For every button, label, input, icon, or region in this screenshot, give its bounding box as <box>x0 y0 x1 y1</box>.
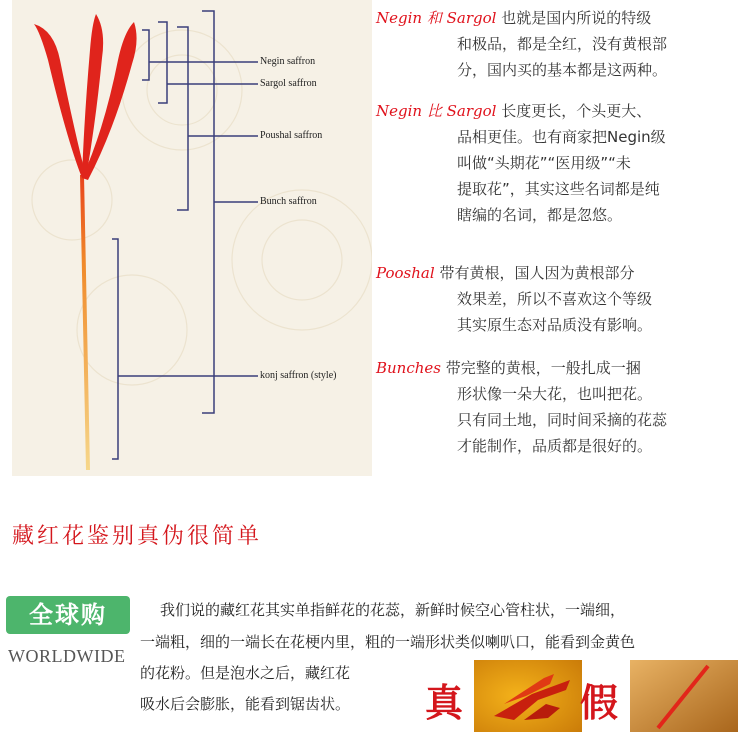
desc-line: 和极品，都是全红，没有黄根部 <box>457 35 668 53</box>
desc-negin-vs-sargol <box>376 98 748 228</box>
desc-term: Bunches <box>376 359 441 377</box>
saffron-illustration <box>12 0 372 476</box>
desc-line: 提取花”，其实这些名词都是纯 <box>457 180 660 198</box>
desc-negin-sargol <box>376 5 748 83</box>
desc-line: 叫做“头期花”“医用级”“未 <box>457 154 631 172</box>
desc-term: Negin 和 Sargol <box>376 9 497 27</box>
desc-line: 才能制作，品质都是很好的。 <box>457 437 653 455</box>
paragraph-line: 吸水后会膨胀，能看到锯齿状。 <box>140 695 351 713</box>
saffron-grade-diagram <box>12 0 372 476</box>
desc-line: 效果差，所以不喜欢这个等级 <box>457 290 653 308</box>
desc-term: Negin 比 Sargol <box>376 102 497 120</box>
fake-label: 假 <box>580 680 619 725</box>
desc-line: 分，国内买的基本都是这两种。 <box>457 61 668 79</box>
desc-line: 带完整的黄根，一般扎成一捆 <box>445 359 641 377</box>
desc-line: 其实原生态对品质没有影响。 <box>457 316 653 334</box>
poushal-label: Poushal saffron <box>260 130 323 141</box>
desc-line: 瞎编的名词，都是忽悠。 <box>457 206 623 224</box>
desc-line: 品相更佳。也有商家把Negin级 <box>457 128 666 146</box>
paragraph-line: 的花粉。但是泡水之后，藏红花 <box>140 664 351 682</box>
sargol-label: Sargol saffron <box>260 78 317 89</box>
worldwide-label: WORLDWIDE <box>8 646 126 666</box>
style-thread <box>82 175 88 470</box>
real-saffron-photo <box>474 660 582 732</box>
konj-label: konj saffron (style) <box>260 370 337 381</box>
paragraph-line: 我们说的藏红花其实单指鲜花的花蕊，新鲜时候空心管柱状，一端细， <box>160 601 626 619</box>
desc-line: 形状像一朵大花，也叫把花。 <box>457 385 653 403</box>
desc-pooshal <box>376 260 748 338</box>
desc-line: 只有同土地，同时间采摘的花蕊 <box>457 411 668 429</box>
negin-label: Negin saffron <box>260 56 316 67</box>
desc-term: Pooshal <box>376 264 435 282</box>
section-title: 藏红花鉴别真伪很简单 <box>12 524 263 549</box>
stigma-left <box>34 24 86 178</box>
bunch-label: Bunch saffron <box>260 196 317 207</box>
paragraph-line: 一端粗，细的一端长在花梗内里，粗的一端形状类似喇叭口，能看到金黄色 <box>140 633 636 651</box>
real-label: 真 <box>425 680 464 725</box>
fake-saffron-photo <box>630 660 738 732</box>
global-purchase-badge: 全球购 <box>6 596 130 634</box>
desc-bunches <box>376 355 748 459</box>
desc-line: 带有黄根，国人因为黄根部分 <box>439 264 635 282</box>
desc-line: 也就是国内所说的特级 <box>501 9 652 27</box>
desc-line: 长度更长，个头更大、 <box>501 102 652 120</box>
